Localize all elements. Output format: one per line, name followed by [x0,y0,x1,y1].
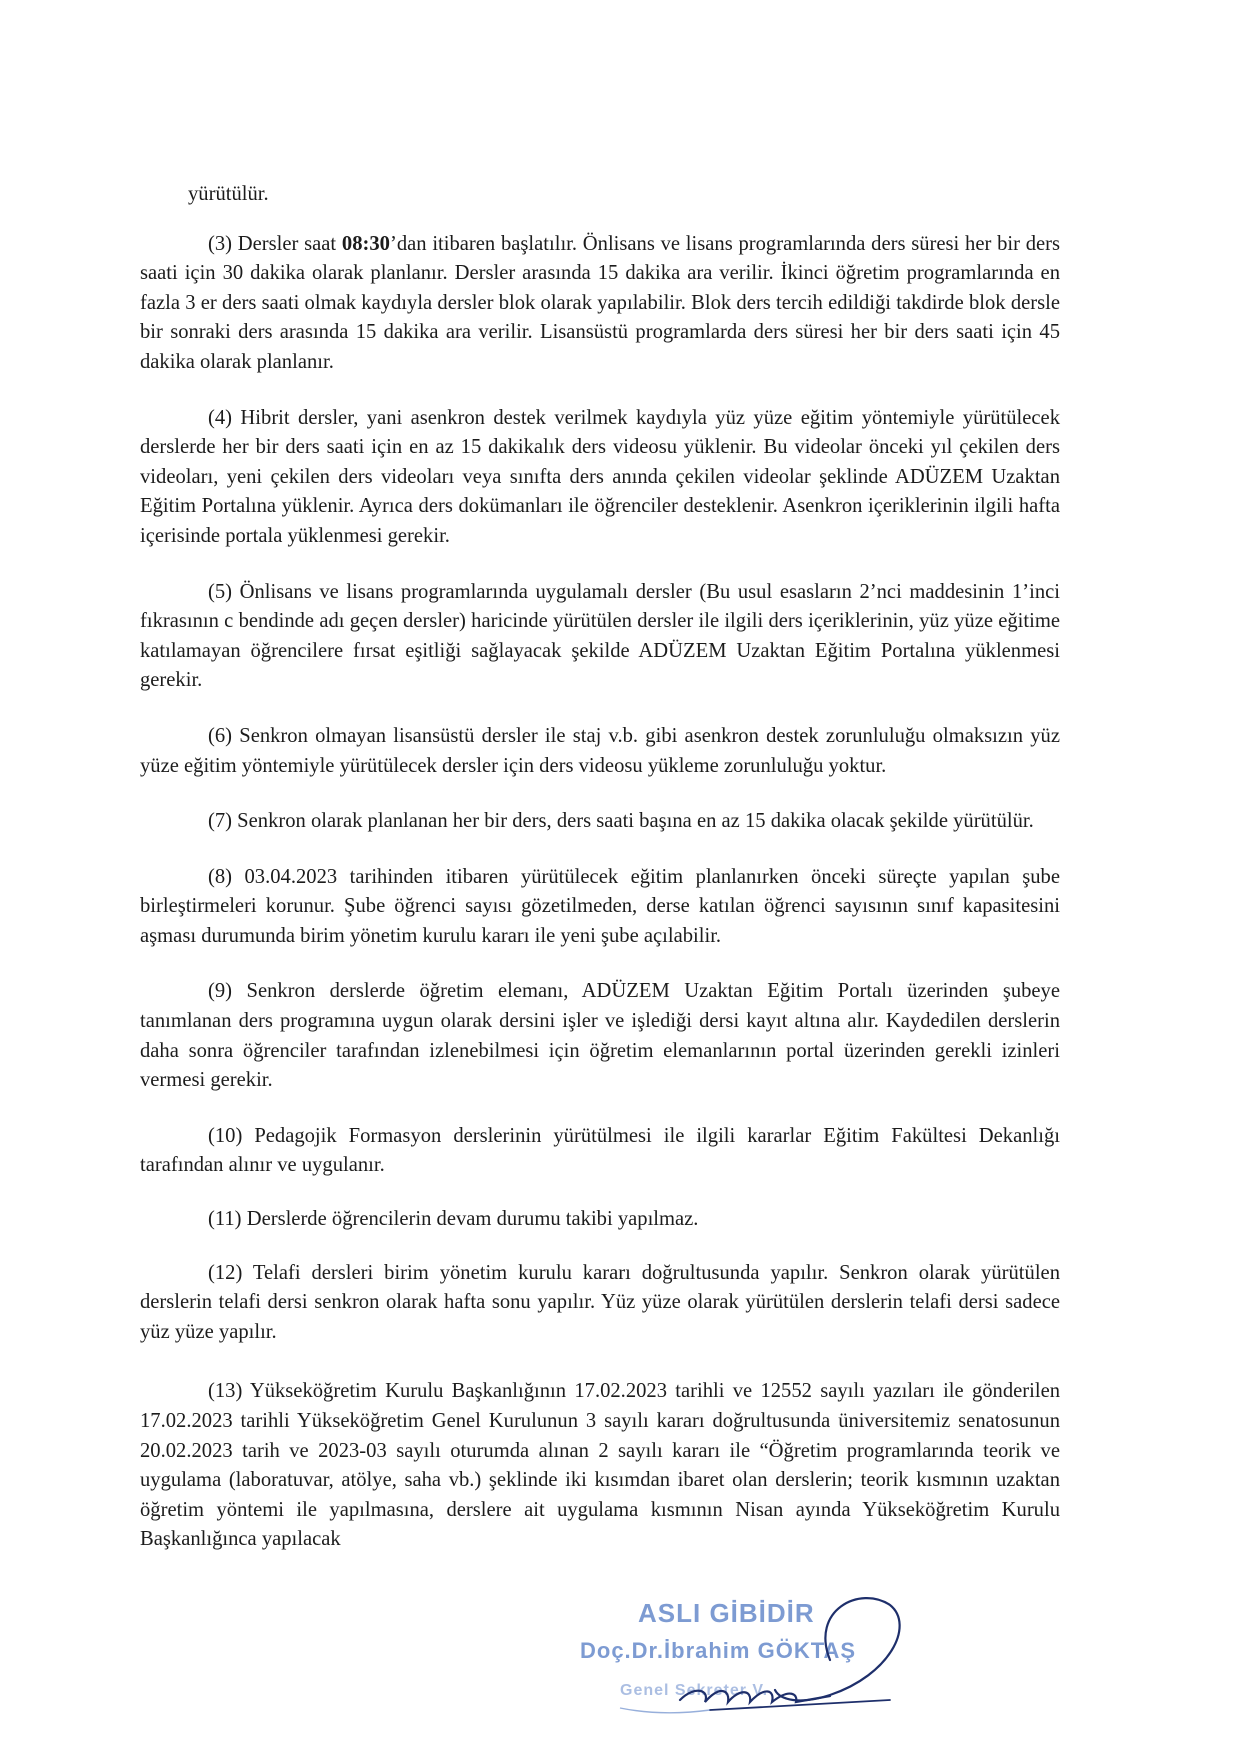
paragraph-10 [140,1122,1060,1181]
paragraph-text: Yükseköğretim Kurulu Başkanlığının 17.02.2023 tarihli ve 12552 sayılı yazıları ile gönderilen 17.02.2023 tarihli Yükseköğretim Genel Kurulunun 3 sayılı kararı doğrultusunda üniversitemiz senatosunun 20.02.2023 tarih ve 2023-03 sayılı oturumda alınan 2 sayılı kararı ile “Öğretim programlarında teorik ve uygulama (laboratuvar, atölye, saha vb.) şeklinde iki kısımdan ibaret olan derslerin; teorik kısmının uzaktan öğretim yöntemi ile yapılmasına, derslere ait uygulama kısmının Nisan ayında Yükseköğretim Kurulu Başkanlığınca yapılacak [140,1380,1061,1551]
intro-line [140,180,1060,210]
paragraph-text: Hibrit dersler, yani asenkron destek verilmek kaydıyla yüz yüze eğitim yöntemiyle yürütülecek derslerde her bir ders saati için en az 15 dakikalık ders videosu yüklenir. Bu videolar önceki yıl çekilen ders videoları, yeni çekilen ders videoları veya sınıfta ders anında çekilen videolar şeklinde ADÜZEM Uzaktan Eğitim Portalına yüklenir. Ayrıca ders dokümanları ile öğrenciler desteklenir. Asenkron içeriklerinin ilgili hafta içerisinde portala yüklenmesi gerekir. [140,406,1060,547]
paragraph-number: (8) [208,865,233,888]
paragraph-text: Pedagojik Formasyon derslerinin yürütülmesi ile ilgili kararlar Eğitim Fakültesi Dekanlığı tarafından alınır ve uygulanır. [140,1124,1060,1177]
paragraph-number: (3) [208,232,233,255]
paragraph-12 [140,1259,1060,1348]
intro-line-text: yürütülür. [188,183,269,205]
paragraph-8 [140,863,1060,952]
signature-icon [560,1590,980,1750]
paragraph-number: (12) [208,1261,243,1284]
paragraph-number: (4) [208,406,233,429]
paragraph-6 [140,722,1060,781]
document-body [140,180,1060,1555]
paragraph-4 [140,404,1060,552]
paragraph-text: Senkron derslerde öğretim elemanı, ADÜZEM Uzaktan Eğitim Portalı üzerinden şubeye tanımlanan ders programına uygun olarak dersini işler ve işlediği dersi kayıt altına alır. Kaydedilen derslerin daha sonra öğrenciler tarafından izlenebilmesi için öğretim elemanlarının portal üzerinden gerekli izinleri vermesi gerekir. [140,980,1060,1092]
stamp-name: ASLI GİBİDİR [638,1598,815,1628]
certified-copy-stamp [560,1590,980,1750]
paragraph-number: (5) [208,580,233,603]
paragraph-3 [140,230,1060,378]
paragraph-11 [140,1205,1060,1235]
paragraph-text: 03.04.2023 tarihinden itibaren yürütülecek eğitim planlanırken önceki süreçte yapılan şube birleştirmeleri korunur. Şube öğrenci sayısı gözetilmeden, derse katılan öğrenci sayısının sınıf kapasitesini aşması durumunda birim yönetim kurulu kararı ile yeni şube açılabilir. [140,865,1060,947]
start-time: 08:30 [341,232,390,255]
paragraph-13 [140,1377,1060,1555]
paragraph-text: Telafi dersleri birim yönetim kurulu kararı doğrultusunda yapılır. Senkron olarak yürütülen derslerin telafi dersi senkron olarak hafta sonu yapılır. Yüz yüze olarak yürütülen derslerin telafi dersi sadece yüz yüze yapılır. [140,1261,1060,1343]
paragraph-text-before: Dersler saat [237,232,342,255]
paragraph-number: (9) [208,980,233,1003]
paragraph-number: (10) [208,1124,243,1147]
paragraph-number: (11) [208,1208,242,1231]
paragraph-text-after: ’dan itibaren başlatılır. Önlisans ve lisans programlarında ders süresi her bir ders saati için 30 dakika olarak planlanır. Dersler arasında 15 dakika ara verilir. İkinci öğretim programlarında en fazla 3 er ders saati olmak kaydıyla dersler blok olarak yapılabilir. Blok ders tercih edildiği takdirde blok dersle bir sonraki ders arasında 15 dakika ara verilir. Lisansüstü programlarda ders süresi her bir ders saati için 45 dakika olarak planlanır. [140,232,1061,373]
paragraph-number: (6) [208,724,233,747]
paragraph-9 [140,977,1060,1095]
paragraph-text: Senkron olarak planlanan her bir ders, ders saati başına en az 15 dakika olacak şekilde yürütülür. [237,810,1034,833]
paragraph-text: Derslerde öğrencilerin devam durumu takibi yapılmaz. [246,1208,699,1231]
paragraph-number: (13) [208,1380,243,1403]
stamp-title: Doç.Dr.İbrahim GÖKTAŞ [580,1638,857,1663]
paragraph-text: Önlisans ve lisans programlarında uygulamalı dersler (Bu usul esasların 2’nci maddesinin 1’inci fıkrasının c bendinde adı geçen dersler) haricinde yürütülen dersler ile ilgili ders içeriklerinin, yüz yüze eğitime katılamayan öğrencilere fırsat eşitliği sağlayacak şekilde ADÜZEM Uzaktan Eğitim Portalına yüklenmesi gerekir. [140,580,1060,692]
stamp-sub: Genel Sekreter V. [620,1682,769,1699]
paragraph-number: (7) [208,810,233,833]
paragraph-7 [140,807,1060,837]
paragraph-5 [140,578,1060,696]
paragraph-text: Senkron olmayan lisansüstü dersler ile staj v.b. gibi asenkron destek zorunluluğu olmaksızın yüz yüze eğitim yöntemiyle yürütülecek dersler için ders videosu yükleme zorunluluğu yoktur. [140,724,1060,777]
